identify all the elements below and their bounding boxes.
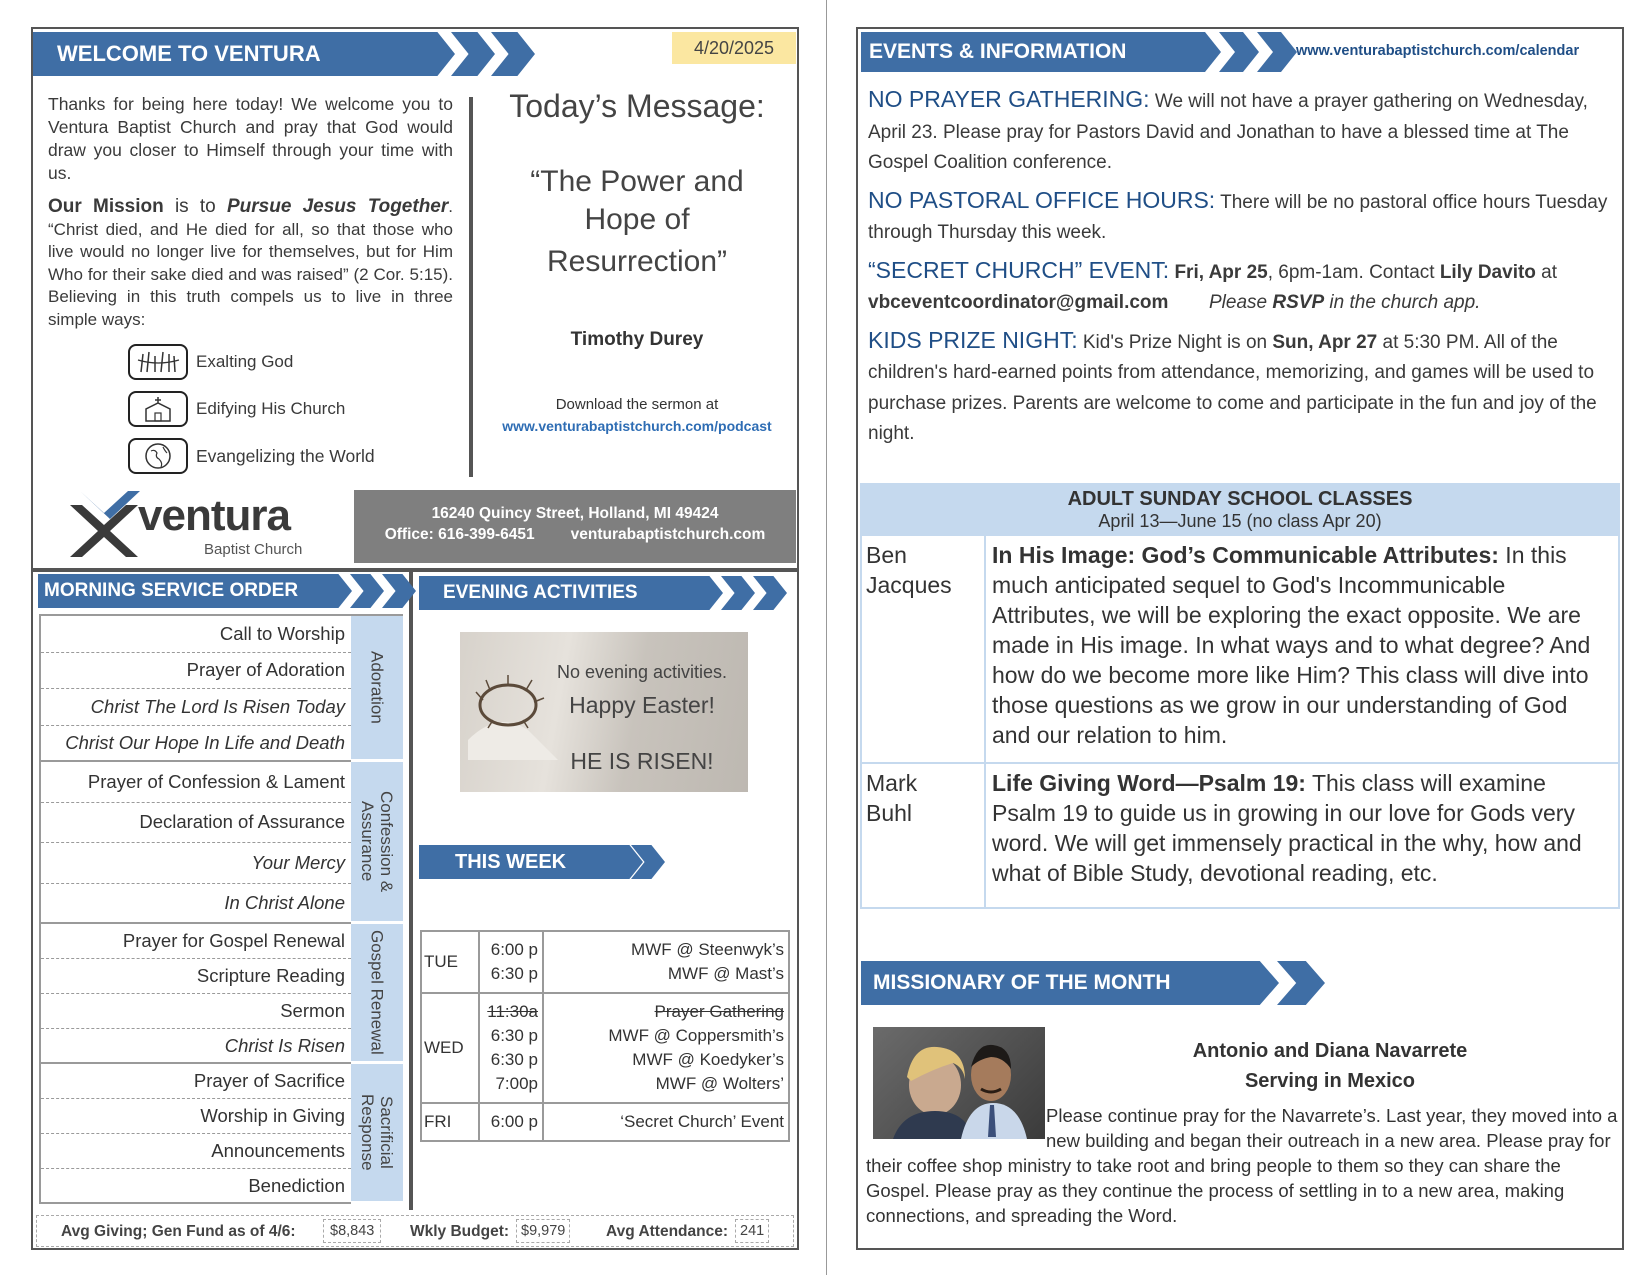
service-item: Your Mercy [41,843,351,884]
way-exalting: Exalting God [128,343,448,381]
download-label: Download the sermon at [555,396,719,413]
missionary-text: Please continue pray for the Navarrete’s. Last year, they moved into a new building and began their outreach in a new area. Please pray for their coffee shop ministry to take root and bring people to them so they can share the Gospel. Please pray as they continue the process of settling in to a new area, making connections, and spreading the Word. [866,1105,1618,1226]
week-time: 6:30 p [490,964,538,983]
service-item: Prayer of Confession & Lament [41,762,351,803]
budget-value: $9,979 [516,1219,570,1243]
address-line: 16240 Quincy Street, Holland, MI 49424 [431,505,719,522]
service-group-label-text: Confession & Assurance [358,790,396,893]
service-group-label [351,924,403,1064]
calendar-link[interactable]: www.venturabaptistchurch.com/calendar [1296,43,1580,59]
message-heading: Today’s Message: [509,88,765,124]
this-week-header [419,845,669,879]
missionary-header [861,961,1331,1005]
event-secret-church: “SECRET CHURCH” EVENT: Fri, Apr 25, 6pm-1am. Contact Lily Davito at vbceventcoordinator@gmail.com Please RSVP in the church app. [868,256,1558,313]
service-group-label [351,1064,403,1204]
left-column-divider [409,570,413,1210]
service-group-label [351,616,403,762]
office-phone: Office: 616-399-6451 [384,526,535,543]
service-item: Prayer of Adoration [41,653,351,690]
service-item: Prayer for Gospel Renewal [41,924,351,959]
class-description: Life Giving Word—Psalm 19: This class will examine Psalm 19 to guide us in growing in our love for Gods very word. We will get immensely practical in the why, how and what of Bible Study, devotional reading, etc. [992,770,1582,886]
class-row [860,764,1620,909]
sunday-school-dates: April 13—June 15 (no class Apr 20) [1098,511,1382,531]
event-no-prayer: NO PRAYER GATHERING: We will not have a prayer gathering on Wednesday, April 23. Please pray for Pastors David and Jonathan to have a blessed time at The Gospel Coalition conference. [868,86,1588,173]
welcome-header [33,32,533,76]
class-teacher: Ben Jacques [862,536,986,762]
page-divider [826,0,827,1275]
week-day-row [422,994,788,1104]
week-event: ‘Secret Church’ Event [620,1112,784,1131]
welcome-title: WELCOME TO VENTURA [57,41,321,66]
attendance-value: 241 [735,1219,769,1243]
week-day: WED [422,994,480,1102]
giving-label: Avg Giving; Gen Fund as of 4/6: [61,1223,296,1240]
service-item: Call to Worship [41,616,351,653]
logo-name: ventura [138,491,290,540]
service-group-label-text: Gospel Renewal [367,930,387,1055]
week-time: 6:30 p [490,1026,538,1045]
sunday-school-header [860,483,1620,536]
podcast-link[interactable]: www.venturabaptistchurch.com/podcast [502,418,772,434]
service-title: MORNING SERVICE ORDER [44,580,299,601]
service-item: Worship in Giving [41,1099,351,1134]
service-item: Scripture Reading [41,959,351,994]
service-item: Christ Our Hope In Life and Death [41,726,351,763]
week-event: MWF @ Steenwyk’s [631,940,784,959]
attendance-label: Avg Attendance: [606,1223,729,1240]
way-edifying: Edifying His Church [128,390,448,428]
events-body [868,84,1618,450]
easter-image [460,632,748,792]
week-event: MWF @ Mast’s [667,964,784,983]
week-event: MWF @ Wolters’ [655,1074,784,1093]
message-divider [469,97,473,477]
week-event: MWF @ Coppersmith’s [608,1026,784,1045]
ventura-logo [64,491,324,561]
missionary-title: MISSIONARY OF THE MONTH [873,971,1171,994]
sunday-school-title: ADULT SUNDAY SCHOOL CLASSES [1067,488,1413,510]
giving-value: $8,843 [323,1219,381,1243]
message-title: “The Power and Hope of Resurrection” [530,165,744,278]
week-day: FRI [422,1104,480,1140]
service-header [38,574,408,608]
service-item: Announcements [41,1134,351,1169]
week-day: TUE [422,932,480,992]
week-time: 11:30a [487,1002,538,1021]
budget-label: Wkly Budget: [410,1223,510,1240]
service-group-label-text: Sacrificial Response [358,1094,396,1171]
service-item: In Christ Alone [41,884,351,925]
class-row [860,536,1620,764]
class-description: In His Image: God’s Communicable Attributes: In this much anticipated sequel to God's Incommunicable Attributes, we will be exploring the exact opposite. We are made in His image. In what ways and to what degree? And how do we become more like Him? This class will dive into those questions as we grow in our understanding of God and our relation to him. [992,542,1591,748]
week-day-row [422,932,788,994]
website-link[interactable]: venturabaptistchurch.com [570,526,766,543]
service-item: Sermon [41,994,351,1029]
class-teacher: Mark Buhl [862,764,986,907]
speaker-name: Timothy Durey [570,329,704,350]
service-item: Christ Is Risen [41,1029,351,1064]
evening-header [419,576,779,610]
date-text: 4/20/2025 [693,37,775,58]
missionary-names: Antonio and Diana Navarrete Serving in Mexico [1192,1040,1468,1092]
week-time: 6:00 p [490,940,538,959]
globe-icon [128,438,188,474]
service-item: Christ The Lord Is Risen Today [41,689,351,726]
service-item: Benediction [41,1169,351,1204]
service-item: Prayer of Sacrifice [41,1064,351,1099]
evening-title: EVENING ACTIVITIES [443,582,638,603]
logo-subtitle: Baptist Church [204,541,303,558]
welcome-intro: Thanks for being here today! We welcome you to Ventura Baptist Church and pray that God would draw you closer to Himself through your time with us. [48,94,453,183]
week-time: 7:00p [495,1074,538,1093]
service-item: Declaration of Assurance [41,803,351,844]
coordinator-email[interactable]: vbceventcoordinator@gmail.com [868,292,1169,313]
week-event: Prayer Gathering [654,1002,784,1021]
events-title: EVENTS & INFORMATION [869,40,1127,63]
week-event: MWF @ Koedyker’s [632,1050,784,1069]
evening-line3: HE IS RISEN! [570,748,714,774]
this-week-table [420,930,790,1142]
week-time: 6:30 p [490,1050,538,1069]
mission-statement: Our Mission is to Pursue Jesus Together. “Christ died, and He died for all, so that those who live would no longer live for themselves, but for Him Who for their sake died and was raised” (2 Cor. 5:15). Believing in this truth compels us to live in three simple ways: [48,196,454,329]
left-section-divider [31,568,799,572]
ventura-x-icon [64,491,144,561]
address-box [354,490,796,563]
event-no-office: NO PASTORAL OFFICE HOURS: There will be no pastoral office hours Tuesday through Thursday this week. [868,186,1608,243]
ways-list [128,343,448,475]
evening-line2: Happy Easter! [569,692,715,718]
sunday-school-section [860,483,1620,913]
worship-hands-icon [128,344,188,380]
service-group-label [351,762,403,924]
week-day-row [422,1104,788,1140]
church-icon [128,391,188,427]
events-header [861,32,1281,72]
evening-line1: No evening activities. [556,662,728,682]
service-order [39,614,403,1204]
way-evangelizing: Evangelizing the World [128,437,448,475]
date-badge [672,32,796,64]
event-kids-prize: KIDS PRIZE NIGHT: Kid's Prize Night is on Sun, Apr 27 at 5:30 PM. All of the children's hard-earned points from attendance, memorizing, and games will be used to purchase prizes. Parents are welcome to come and participate in the fun and joy of the night. [868,326,1597,444]
service-group-label-text: Adoration [367,651,387,724]
message-column [478,88,796,434]
this-week-title: THIS WEEK [455,850,567,873]
stats-bar [36,1215,794,1247]
week-time: 6:00 p [490,1112,538,1131]
